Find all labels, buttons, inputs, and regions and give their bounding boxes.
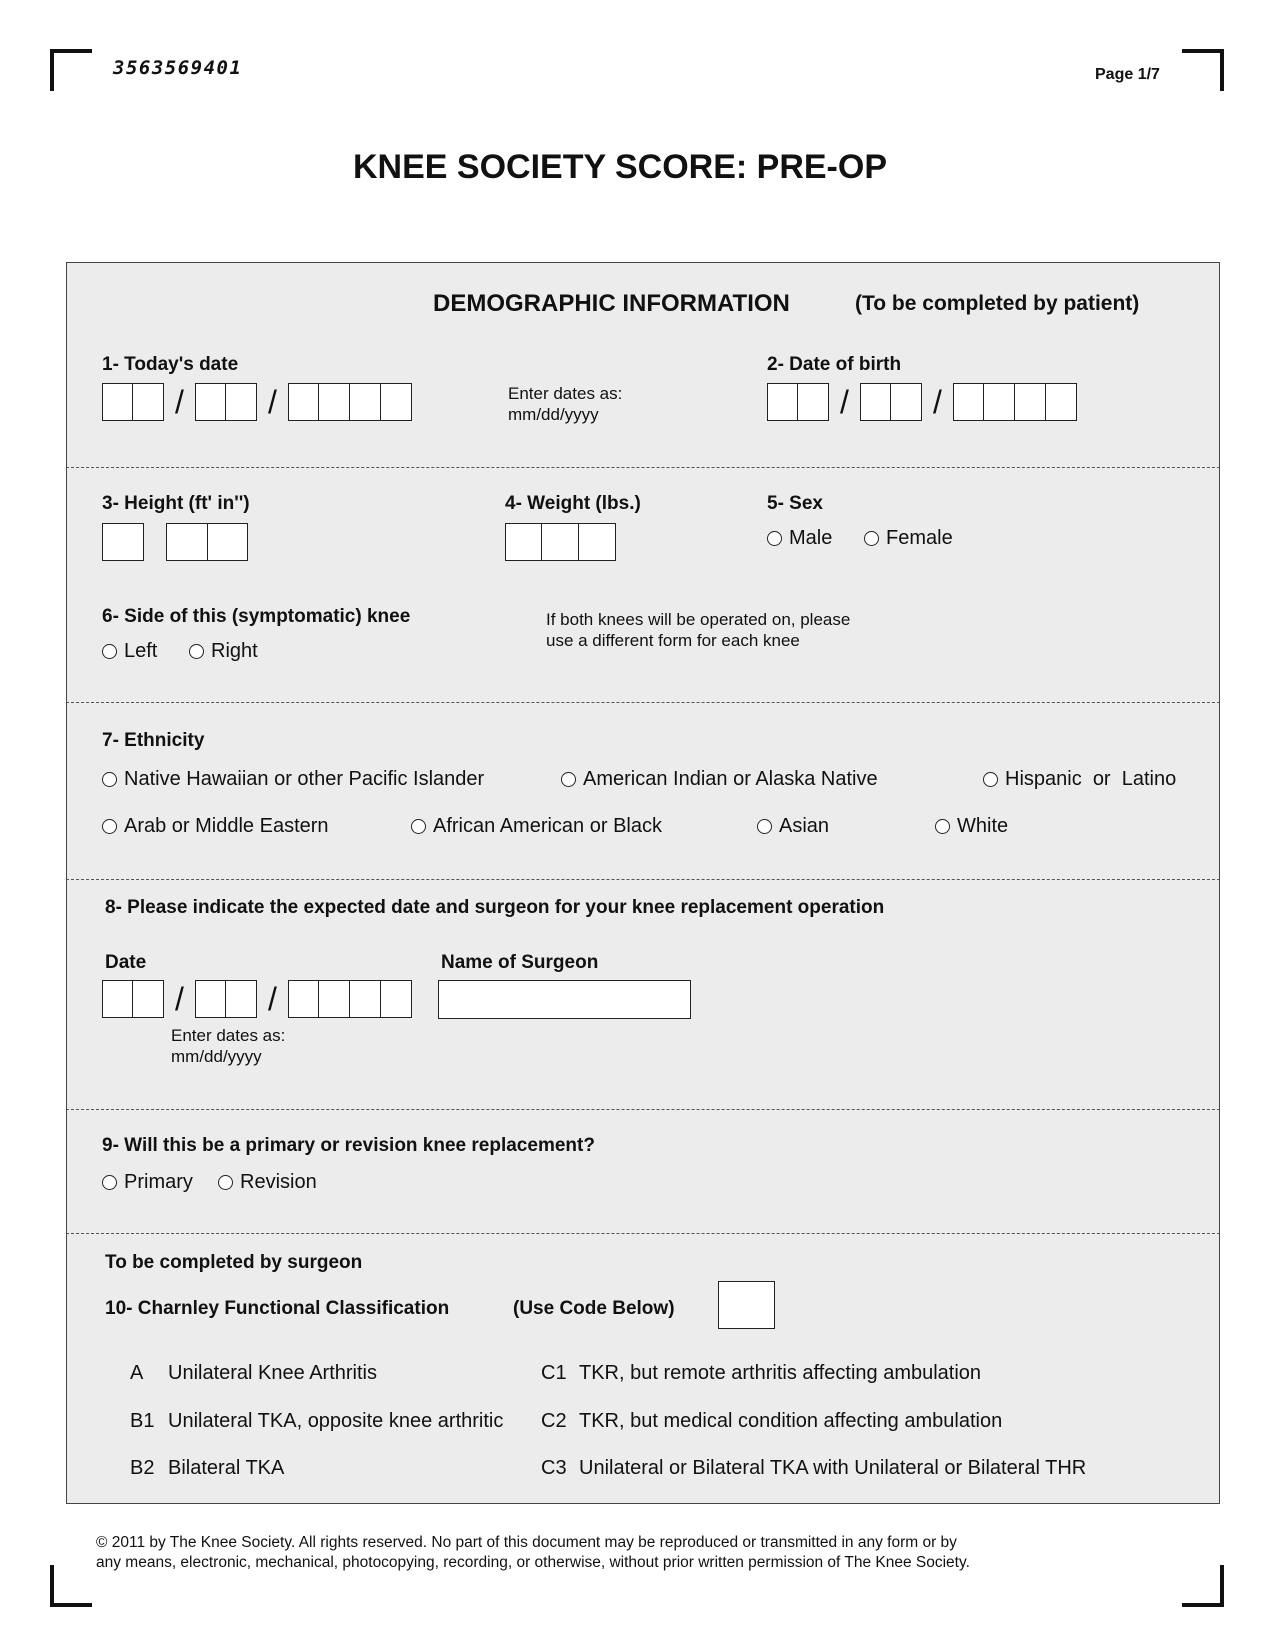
code-key: A — [130, 1362, 144, 1384]
todays-date-year-3[interactable] — [350, 383, 381, 421]
radio-icon[interactable] — [864, 531, 879, 546]
q9-label: 9- Will this be a primary or revision knee replacement? — [102, 1135, 595, 1156]
section-divider — [66, 467, 1220, 468]
code-row — [541, 1457, 1086, 1480]
ethnicity-option-hispanic[interactable] — [983, 768, 1176, 791]
op-date-hint-line2: mm/dd/yyyy — [171, 1047, 262, 1066]
page-number: Page 1/7 — [1095, 66, 1160, 83]
radio-icon[interactable] — [757, 819, 772, 834]
q4-label: 4- Weight (lbs.) — [505, 493, 641, 514]
todays-date-year-2[interactable] — [319, 383, 350, 421]
code-text: Unilateral Knee Arthritis — [168, 1362, 377, 1384]
date-separator: / — [840, 384, 849, 420]
radio-icon[interactable] — [561, 772, 576, 787]
copyright-footer — [96, 1533, 1176, 1573]
dob-month-2[interactable] — [798, 383, 829, 421]
registration-mark-top-right — [1182, 49, 1224, 91]
surgeon-name-input[interactable] — [438, 980, 691, 1019]
ethnicity-option-label: Asian — [779, 815, 830, 837]
dob-month-1[interactable] — [767, 383, 798, 421]
replacement-option-primary-label: Primary — [124, 1171, 193, 1193]
section-divider — [66, 1233, 1220, 1234]
dob-year-1[interactable] — [953, 383, 984, 421]
op-date-year-2[interactable] — [319, 980, 350, 1018]
todays-date-year-1[interactable] — [288, 383, 319, 421]
side-option-left-label: Left — [124, 640, 158, 662]
replacement-option-revision-label: Revision — [240, 1171, 317, 1193]
op-date-day-1[interactable] — [195, 980, 226, 1018]
copyright-line2: any means, electronic, mechanical, photocopying, recording, or otherwise, without prior written permission of The Knee Society. — [96, 1554, 970, 1571]
registration-mark-bottom-right — [1182, 1565, 1224, 1607]
code-row — [130, 1457, 284, 1480]
code-text: Bilateral TKA — [168, 1457, 285, 1479]
ethnicity-option-label: African American or Black — [433, 815, 662, 837]
op-date-hint-line1: Enter dates as: — [171, 1026, 286, 1045]
code-key: B1 — [130, 1410, 155, 1432]
date-separator: / — [268, 981, 277, 1017]
section-divider — [66, 702, 1220, 703]
op-date-day-2[interactable] — [226, 980, 257, 1018]
radio-icon[interactable] — [411, 819, 426, 834]
date-separator: / — [268, 384, 277, 420]
sex-option-female[interactable] — [864, 527, 953, 550]
q8-label: 8- Please indicate the expected date and surgeon for your knee replacement operation — [105, 897, 885, 918]
ethnicity-option-white[interactable] — [935, 815, 1008, 838]
ethnicity-option-label: American Indian or Alaska Native — [583, 768, 878, 790]
code-text: Unilateral TKA, opposite knee arthritic — [168, 1410, 504, 1432]
todays-date-month-1[interactable] — [102, 383, 133, 421]
section-divider — [66, 879, 1220, 880]
ethnicity-option-label: Hispanic or Latino — [1005, 768, 1177, 790]
code-key: B2 — [130, 1457, 155, 1479]
ethnicity-option-asian[interactable] — [757, 815, 829, 838]
radio-icon[interactable] — [102, 644, 117, 659]
code-key: C3 — [541, 1457, 567, 1479]
sex-option-female-label: Female — [886, 527, 953, 549]
registration-mark-top-left — [50, 49, 92, 91]
q1-label: 1- Today's date — [102, 354, 239, 375]
side-option-left[interactable] — [102, 640, 157, 663]
op-date-format-hint — [171, 1025, 285, 1067]
registration-mark-bottom-left — [50, 1565, 92, 1607]
op-date-month-1[interactable] — [102, 980, 133, 1018]
ethnicity-option-american-indian[interactable] — [561, 768, 878, 791]
q10-hint: (Use Code Below) — [513, 1298, 675, 1319]
q8-date-label: Date — [105, 952, 147, 973]
ethnicity-option-label: White — [957, 815, 1009, 837]
height-inches-box-2[interactable] — [208, 523, 248, 561]
ethnicity-option-native-hawaiian[interactable] — [102, 768, 484, 791]
ethnicity-option-arab[interactable] — [102, 815, 329, 838]
radio-icon[interactable] — [983, 772, 998, 787]
date-of-birth-input — [767, 383, 1077, 421]
q5-label: 5- Sex — [767, 493, 823, 514]
date-format-hint-line1: Enter dates as: — [508, 384, 623, 403]
sex-option-male[interactable] — [767, 527, 832, 550]
todays-date-day-1[interactable] — [195, 383, 226, 421]
code-key: C1 — [541, 1362, 567, 1384]
dob-year-4[interactable] — [1046, 383, 1077, 421]
radio-icon[interactable] — [935, 819, 950, 834]
operation-date-input — [102, 980, 412, 1018]
radio-icon[interactable] — [102, 772, 117, 787]
code-row — [541, 1410, 1002, 1433]
code-row — [541, 1362, 981, 1385]
date-format-hint-line2: mm/dd/yyyy — [508, 405, 599, 424]
surgeon-name-label: Name of Surgeon — [441, 952, 599, 973]
date-format-hint — [508, 383, 622, 425]
dob-day-2[interactable] — [891, 383, 922, 421]
replacement-option-primary[interactable] — [102, 1171, 193, 1194]
code-row — [130, 1410, 503, 1433]
document-id: 3563569401 — [113, 57, 243, 79]
ethnicity-option-label: Native Hawaiian or other Pacific Islander — [124, 768, 485, 790]
date-separator: / — [175, 384, 184, 420]
side-option-right[interactable] — [189, 640, 258, 663]
side-option-right-label: Right — [211, 640, 258, 662]
code-row — [130, 1362, 377, 1385]
height-input — [102, 523, 248, 561]
ethnicity-option-african-american[interactable] — [411, 815, 662, 838]
todays-date-day-2[interactable] — [226, 383, 257, 421]
q6-label: 6- Side of this (symptomatic) knee — [102, 606, 411, 627]
radio-icon[interactable] — [102, 1175, 117, 1190]
op-date-month-2[interactable] — [133, 980, 164, 1018]
dob-year-3[interactable] — [1015, 383, 1046, 421]
copyright-line1: © 2011 by The Knee Society. All rights reserved. No part of this document may be reproduced or transmitted in any form or by — [96, 1534, 957, 1551]
charnley-code-input[interactable] — [718, 1281, 775, 1329]
side-note — [546, 609, 850, 651]
section-heading: DEMOGRAPHIC INFORMATION — [433, 290, 790, 317]
q2-label: 2- Date of birth — [767, 354, 902, 375]
dob-day-1[interactable] — [860, 383, 891, 421]
height-inches-box-1[interactable] — [166, 523, 208, 561]
weight-box-1[interactable] — [505, 523, 542, 561]
side-note-line1: If both knees will be operated on, please — [546, 610, 851, 629]
page-title: KNEE SOCIETY SCORE: PRE-OP — [352, 148, 888, 186]
date-separator: / — [933, 384, 942, 420]
radio-icon[interactable] — [102, 819, 117, 834]
code-text: Unilateral or Bilateral TKA with Unilateral or Bilateral THR — [579, 1457, 1087, 1479]
todays-date-input — [102, 383, 412, 421]
code-key: C2 — [541, 1410, 567, 1432]
op-date-year-1[interactable] — [288, 980, 319, 1018]
q3-label: 3- Height (ft' in'') — [102, 493, 250, 514]
op-date-year-3[interactable] — [350, 980, 381, 1018]
weight-box-2[interactable] — [542, 523, 579, 561]
op-date-year-4[interactable] — [381, 980, 412, 1018]
date-separator: / — [175, 981, 184, 1017]
section-note: (To be completed by patient) — [855, 292, 1140, 315]
radio-icon[interactable] — [767, 531, 782, 546]
replacement-option-revision[interactable] — [218, 1171, 317, 1194]
height-feet-box[interactable] — [102, 523, 144, 561]
weight-box-3[interactable] — [579, 523, 616, 561]
dob-year-2[interactable] — [984, 383, 1015, 421]
radio-icon[interactable] — [218, 1175, 233, 1190]
todays-date-year-4[interactable] — [381, 383, 412, 421]
section-divider — [66, 1109, 1220, 1110]
code-text: TKR, but remote arthritis affecting ambulation — [579, 1362, 982, 1384]
radio-icon[interactable] — [189, 644, 204, 659]
code-text: TKR, but medical condition affecting ambulation — [579, 1410, 1003, 1432]
q10-label: 10- Charnley Functional Classification — [105, 1298, 450, 1319]
side-note-line2: use a different form for each knee — [546, 631, 800, 650]
q7-label: 7- Ethnicity — [102, 730, 205, 751]
ethnicity-option-label: Arab or Middle Eastern — [124, 815, 329, 837]
todays-date-month-2[interactable] — [133, 383, 164, 421]
sex-option-male-label: Male — [789, 527, 833, 549]
weight-input — [505, 523, 616, 561]
surgeon-section-heading: To be completed by surgeon — [105, 1252, 363, 1273]
